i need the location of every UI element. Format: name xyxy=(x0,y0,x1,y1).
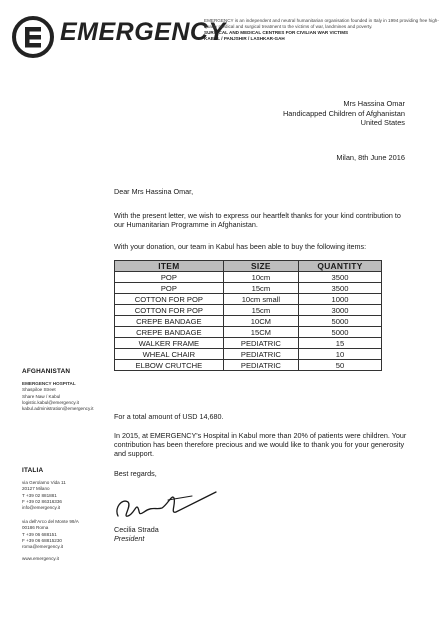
program-title: SURGICAL AND MEDICAL CENTRES FOR CIVILIAN WAR VICTIMS xyxy=(204,30,349,35)
sidebar-line: info@emergency.it xyxy=(22,505,61,511)
table-row xyxy=(115,360,382,371)
quantity-cell: 5000 xyxy=(299,327,382,338)
items-table xyxy=(114,260,382,371)
item-cell: POP xyxy=(115,283,224,294)
sidebar-line: F +39 06 68815230 xyxy=(22,537,62,543)
sidebar-line: roma@emergency.it xyxy=(22,544,64,550)
column-header-item: ITEM xyxy=(115,261,224,272)
sidebar-spacer xyxy=(22,511,102,519)
closing: Best regards, xyxy=(114,469,157,478)
size-cell: 15cm xyxy=(223,283,298,294)
item-cell: COTTON FOR POP xyxy=(115,294,224,305)
sidebar-line: kabul.administration@emergency.it xyxy=(22,406,94,412)
letter-date: Milan, 8th June 2016 xyxy=(336,153,405,162)
table-row xyxy=(115,316,382,327)
table-row xyxy=(115,338,382,349)
size-cell: 10cm small xyxy=(223,294,298,305)
size-cell: PEDIATRIC xyxy=(223,338,298,349)
quantity-cell: 5000 xyxy=(299,316,382,327)
signer-title: President xyxy=(114,534,145,543)
recipient-country: United States xyxy=(360,118,405,128)
program-locations: KABUL / PANJSHIR / LASHKAR-GAH xyxy=(204,36,285,41)
column-header-quantity: QUANTITY xyxy=(299,261,382,272)
item-cell: CREPE BANDAGE xyxy=(115,316,224,327)
paragraph-3: In 2015, at EMERGENCY's Hospital in Kabul more than 20% of patients were children. Your contribution has been therefore precious and we would like to thank you for your generosity and support. xyxy=(114,431,407,458)
logo-wordmark: EMERGENCY xyxy=(60,18,226,46)
sidebar-line: 00186 Roma xyxy=(22,525,49,531)
recipient-organization: Handicapped Children of Afghanistan xyxy=(282,108,405,118)
sidebar-italia xyxy=(22,468,102,562)
signer-block xyxy=(114,525,159,543)
quantity-cell: 3500 xyxy=(299,283,382,294)
paragraph-1: With the present letter, we wish to express our heartfelt thanks for your kind contribution to our Humanitarian Programme in Afghanistan. xyxy=(114,211,401,229)
sidebar-line: T +39 06 688151 xyxy=(22,531,57,537)
table-row xyxy=(115,305,382,316)
size-cell: 15CM xyxy=(223,327,298,338)
header-tagline xyxy=(204,18,440,42)
size-cell: PEDIATRIC xyxy=(223,349,298,360)
signer-name: Cecilia Strada xyxy=(114,525,159,534)
sidebar-line: F +39 02 86316336 xyxy=(22,498,62,504)
salutation: Dear Mrs Hassina Omar, xyxy=(114,187,194,196)
sidebar-line: 20127 Milano xyxy=(22,486,50,492)
item-cell: COTTON FOR POP xyxy=(115,305,224,316)
sidebar-line: via dell'Arco del Monte 99/A xyxy=(22,519,79,525)
quantity-cell: 3000 xyxy=(299,305,382,316)
table-row xyxy=(115,327,382,338)
item-cell: WHEAL CHAIR xyxy=(115,349,224,360)
quantity-cell: 15 xyxy=(299,338,382,349)
size-cell: 10CM xyxy=(223,316,298,327)
item-cell: CREPE BANDAGE xyxy=(115,327,224,338)
emergency-logo-icon xyxy=(12,16,54,58)
handwritten-signature xyxy=(112,486,224,526)
size-cell: 10cm xyxy=(223,272,298,283)
sidebar-line: Shaspiloe Street xyxy=(22,387,56,393)
sidebar-afghanistan xyxy=(22,369,102,412)
item-cell: ELBOW CRUTCHE xyxy=(115,360,224,371)
recipient-block xyxy=(283,99,405,128)
table-row xyxy=(115,272,382,283)
item-cell: POP xyxy=(115,272,224,283)
sidebar-line: via Gerolamo Vida 11 xyxy=(22,480,66,486)
sidebar-line: logistic.kabul@emergency.it xyxy=(22,399,79,405)
quantity-cell: 50 xyxy=(299,360,382,371)
sidebar-line: Share Naw / Kabul xyxy=(22,393,61,399)
size-cell: PEDIATRIC xyxy=(223,360,298,371)
item-cell: WALKER FRAME xyxy=(115,338,224,349)
table-row xyxy=(115,283,382,294)
table-header-row xyxy=(115,261,382,272)
quantity-cell: 3500 xyxy=(299,272,382,283)
sidebar-line: EMERGENCY HOSPITAL xyxy=(22,381,76,387)
sidebar-heading-italia: ITALIA xyxy=(22,467,44,474)
quantity-cell: 1000 xyxy=(299,294,382,305)
paragraph-2: With your donation, our team in Kabul has been able to buy the following items: xyxy=(114,242,367,251)
column-header-size: SIZE xyxy=(223,261,298,272)
tagline-text: EMERGENCY is an independent and neutral humanitarian organisation founded in Italy in 1994 providing free high-quality medical and surgical treatment to the victims of war, landmines and poverty. xyxy=(204,18,439,29)
sidebar-website: www.emergency.it xyxy=(22,556,59,562)
size-cell: 15cm xyxy=(223,305,298,316)
sidebar-line: T +39 02 881881 xyxy=(22,492,57,498)
quantity-cell: 10 xyxy=(299,349,382,360)
table-row xyxy=(115,349,382,360)
sidebar-heading-afghanistan: AFGHANISTAN xyxy=(22,368,71,375)
table-row xyxy=(115,294,382,305)
recipient-name: Mrs Hassina Omar xyxy=(343,99,405,108)
total-amount: For a total amount of USD 14,680. xyxy=(114,412,224,421)
